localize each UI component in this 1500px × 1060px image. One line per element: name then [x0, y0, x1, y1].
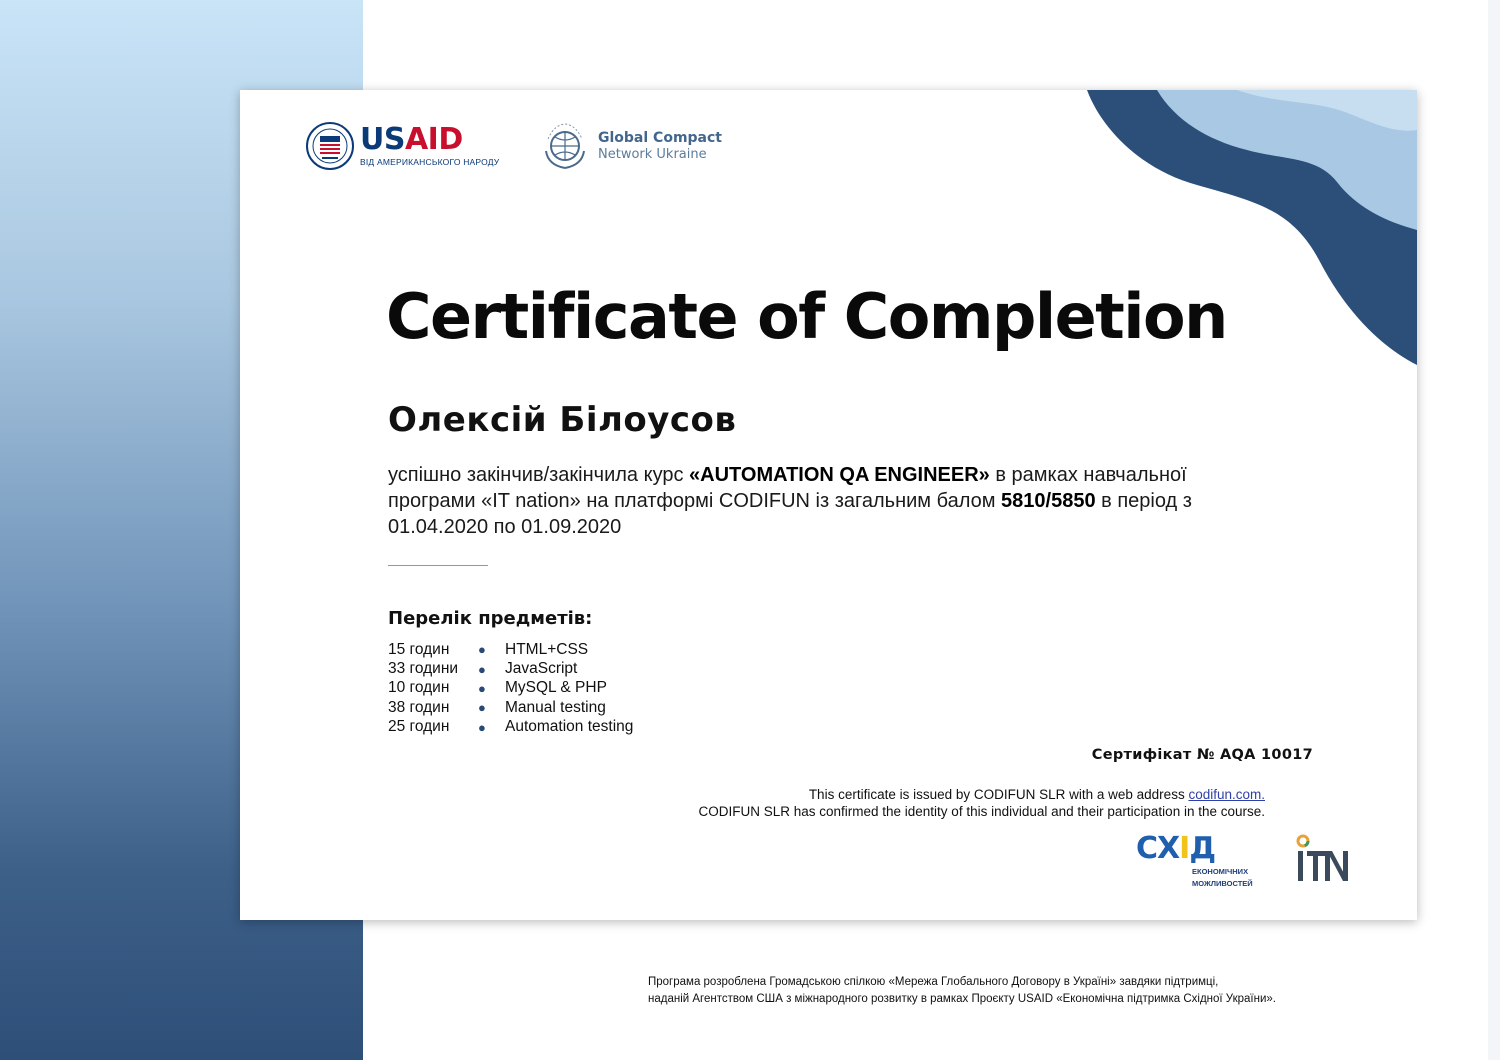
- subject-hours: 25 годин: [388, 718, 450, 736]
- subject-hours: 10 годин: [388, 679, 450, 697]
- global-compact-logo: [540, 118, 722, 174]
- bullet-icon: ●: [478, 642, 486, 658]
- certificate-card: [240, 90, 1417, 920]
- total-score: 5810/5850: [1001, 490, 1096, 512]
- issuer-statement: This certificate is issued by CODIFUN SLR with a web address codifun.com. CODIFUN SLR has confirmed the identity of this individual and their participation in the course.: [698, 787, 1265, 819]
- subject-hours: 15 годин: [388, 640, 450, 658]
- bullet-icon: ●: [478, 719, 486, 735]
- certificate-number: Сертифікат № AQA 10017: [1091, 747, 1313, 763]
- list-item: [388, 659, 633, 678]
- subject-hours: 33 години: [388, 660, 459, 678]
- divider: [388, 565, 488, 566]
- skhid-logo: СХІД ЕКОНОМІЧНИХ МОЖЛИВОСТЕЙ: [1136, 834, 1266, 886]
- subject-name: MySQL & PHP: [505, 679, 607, 697]
- un-global-compact-emblem-icon: [540, 121, 590, 171]
- list-item: [388, 640, 633, 659]
- certificate-title: Certificate of Completion: [386, 280, 1227, 353]
- subject-name: Manual testing: [505, 698, 606, 716]
- global-compact-line1: Global Compact: [598, 130, 722, 146]
- itn-logo-icon: [1295, 834, 1355, 884]
- bullet-icon: ●: [478, 700, 486, 716]
- codifun-link[interactable]: codifun.com.: [1188, 787, 1265, 802]
- course-name: «AUTOMATION QA ENGINEER»: [689, 464, 990, 486]
- background-edge: [1488, 0, 1500, 1060]
- subject-name: JavaScript: [505, 660, 578, 678]
- usaid-seal-icon: [306, 122, 354, 170]
- svg-text:ITN: ITN: [1325, 881, 1327, 882]
- subject-name: Automation testing: [505, 718, 634, 736]
- subject-hours: 38 годин: [388, 698, 450, 716]
- subject-name: HTML+CSS: [505, 640, 589, 658]
- recipient-name: Олексій Білоусов: [388, 400, 737, 440]
- usaid-subtitle: ВІД АМЕРИКАНСЬКОГО НАРОДУ: [360, 157, 500, 167]
- subjects-heading: Перелік предметів:: [388, 608, 593, 629]
- skhid-wordmark: СХІД: [1136, 831, 1216, 866]
- completion-description: успішно закінчив/закінчила курс «AUTOMATION QA ENGINEER» в рамках навчальної програми «IT nation» на платформі CODIFUN із загальним балом 5810/5850 в період з 01.04.2020 по 01.09.2020: [388, 464, 1192, 538]
- subjects-list: [388, 640, 633, 737]
- bullet-icon: ●: [478, 661, 486, 677]
- bullet-icon: ●: [478, 680, 486, 696]
- list-item: [388, 679, 633, 698]
- usaid-logo: [306, 118, 499, 174]
- program-footer-note: Програма розроблена Громадською спілкою «Мережа Глобального Договору в Україні» завдяки підтримці, наданій Агентством США з міжнародного розвитку в рамках Проєкту USAID «Економічна підтримка Східної України».: [648, 976, 1276, 1005]
- usaid-wordmark: USAID: [360, 122, 463, 157]
- global-compact-line2: Network Ukraine: [598, 147, 707, 162]
- list-item: [388, 698, 633, 717]
- list-item: [388, 718, 633, 737]
